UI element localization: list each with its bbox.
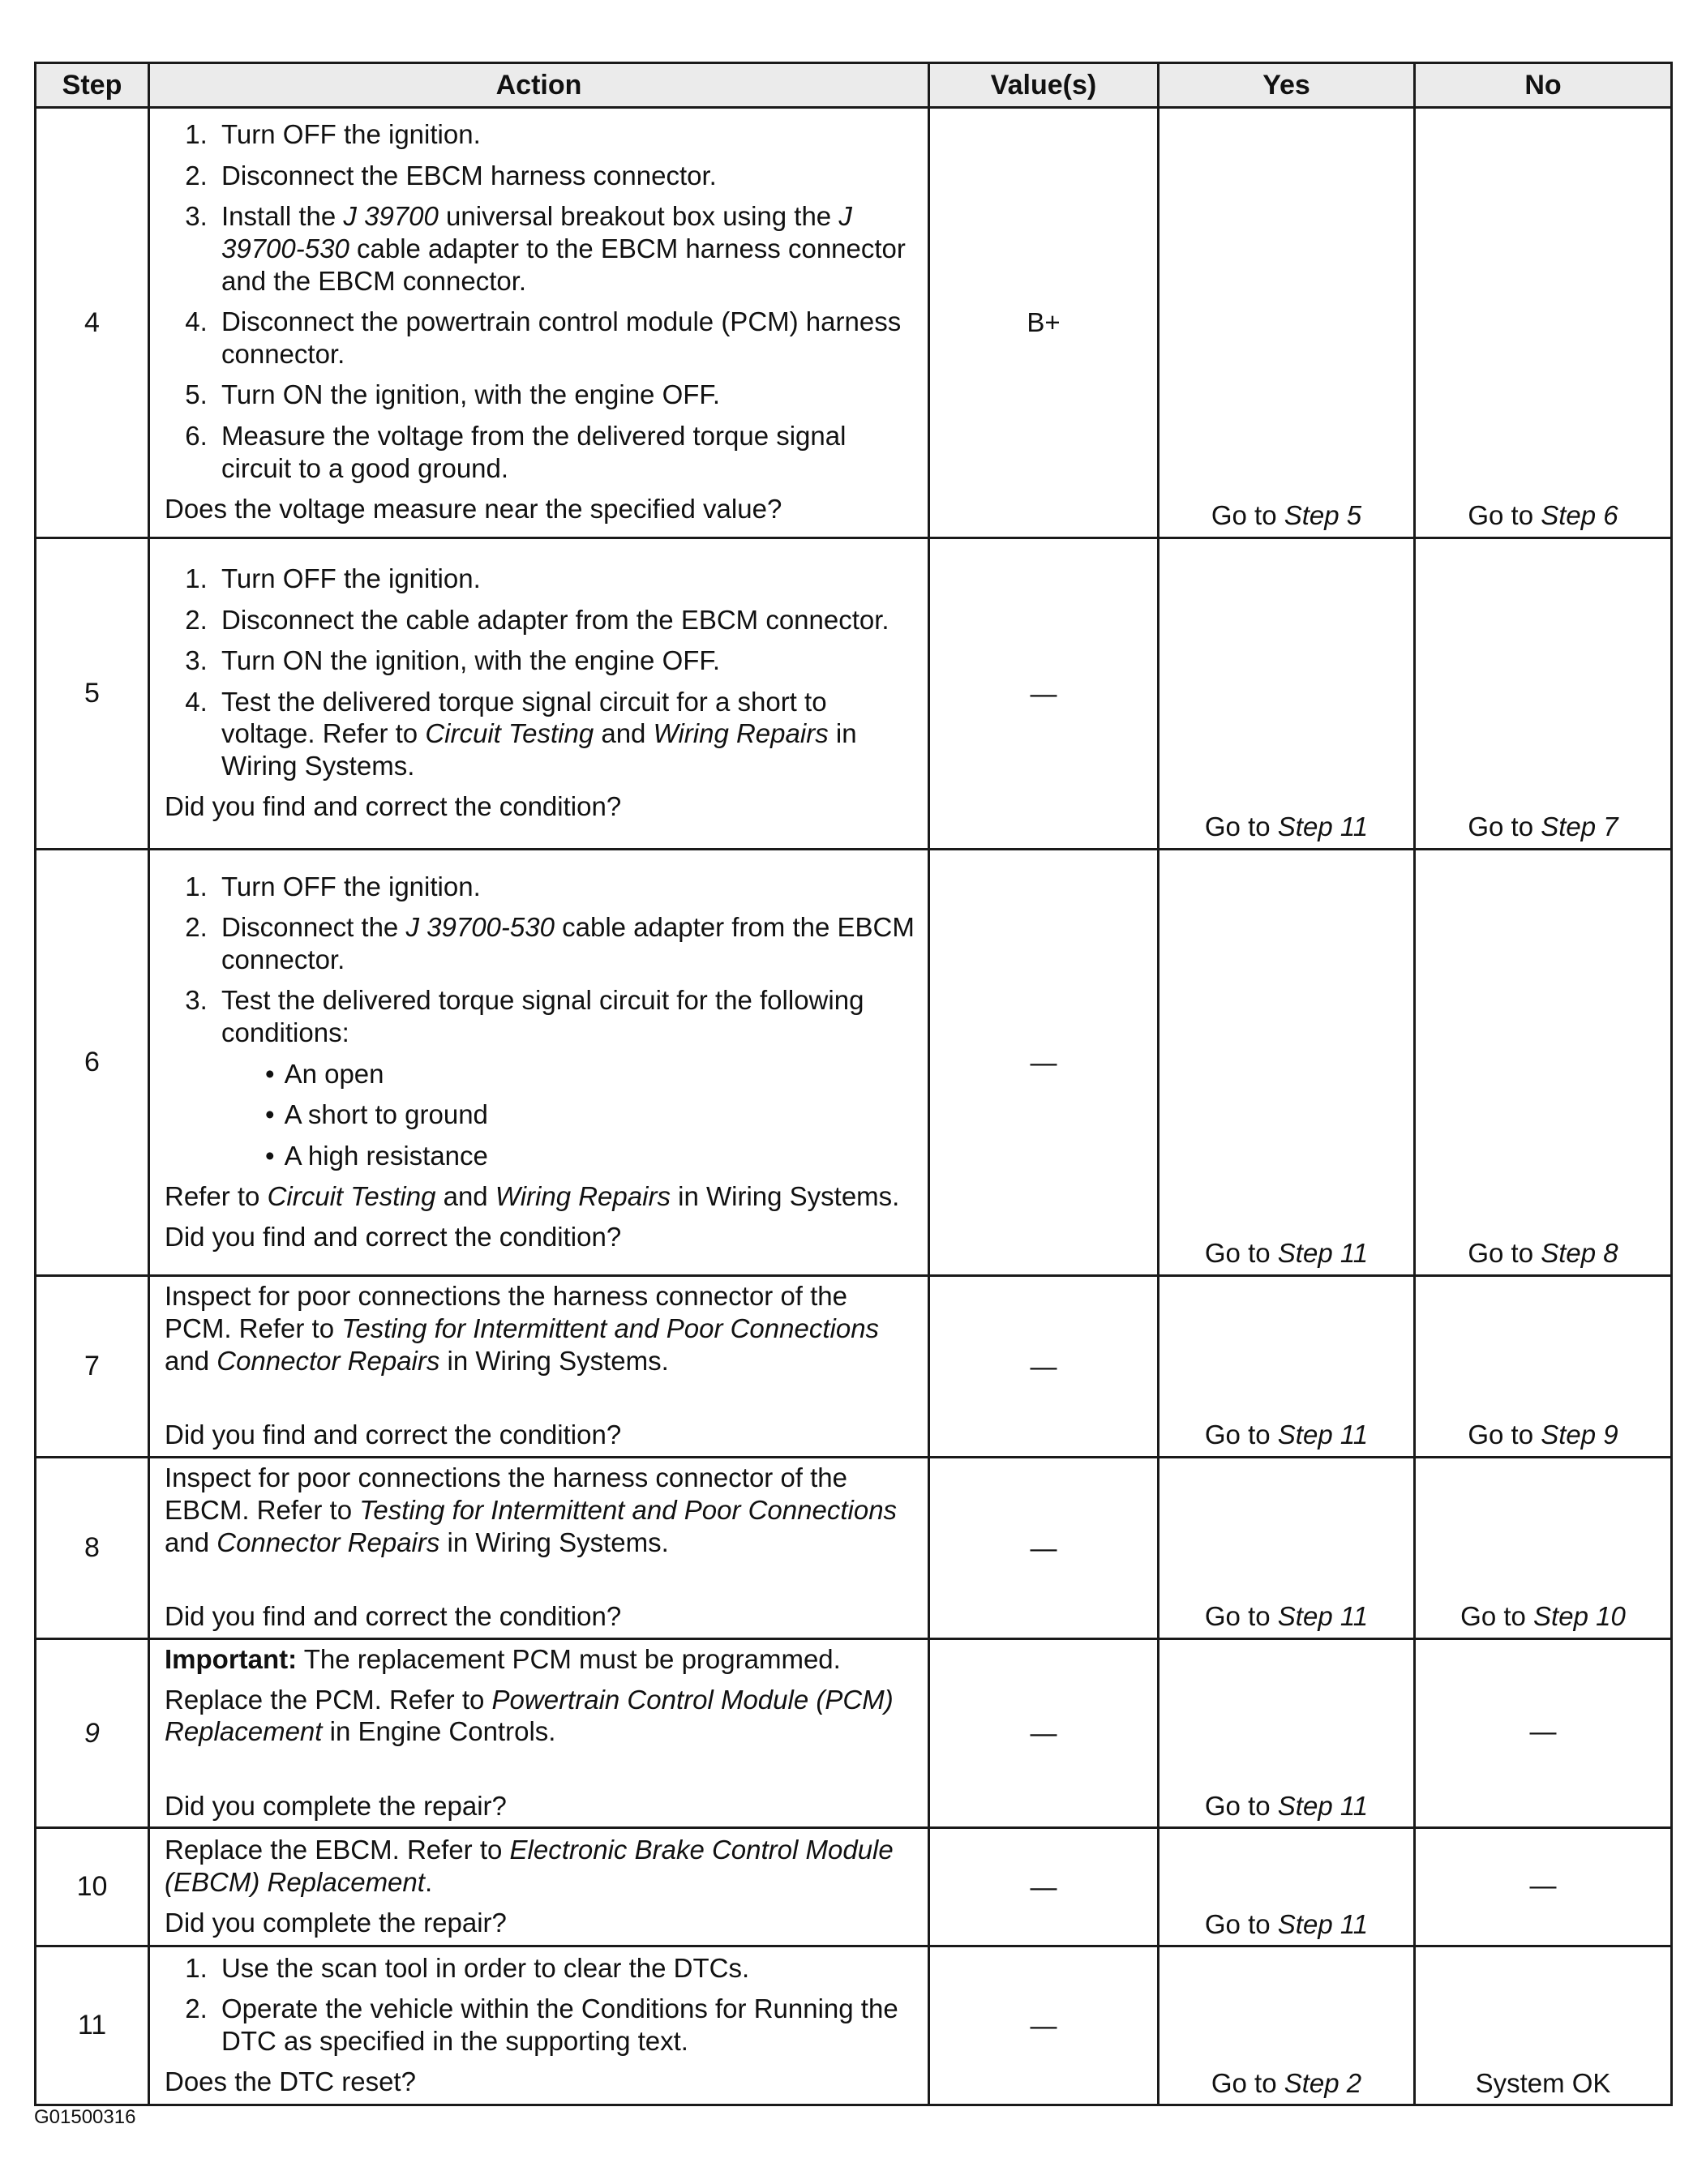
step-number: 8 xyxy=(36,1458,149,1639)
yes-cell: Go to Step 11 xyxy=(1159,538,1415,850)
action-cell xyxy=(149,1946,929,2105)
figure-id: G01500316 xyxy=(34,2106,136,2128)
action-item: 2. Disconnect the EBCM harness connector. xyxy=(215,160,916,192)
yes-cell: Go to Step 11 xyxy=(1159,1639,1415,1828)
step-number: 7 xyxy=(36,1276,149,1458)
no-cell: Go to Step 9 xyxy=(1415,1276,1672,1458)
value-cell: — xyxy=(929,1828,1159,1946)
action-item: 3. Install the J 39700 universal breakout box using the J 39700-530 cable adapter to the EBCM harness connector and the EBCM connector. xyxy=(215,200,916,297)
header-yes: Yes xyxy=(1159,63,1415,108)
action-question: Did you find and correct the condition? xyxy=(165,791,622,822)
table-row-step-8 xyxy=(36,1458,1672,1639)
action-question: Did you find and correct the condition? xyxy=(165,1601,622,1632)
action-list xyxy=(165,871,916,1172)
value-cell: — xyxy=(929,1639,1159,1828)
action-cell xyxy=(149,850,929,1276)
action-list xyxy=(165,563,916,782)
yes-cell: Go to Step 2 xyxy=(1159,1946,1415,2105)
header-action: Action xyxy=(149,63,929,108)
step-number: 9 xyxy=(36,1639,149,1828)
table-row-step-5 xyxy=(36,538,1672,850)
step-number: 10 xyxy=(36,1828,149,1946)
value-cell: B+ xyxy=(929,108,1159,538)
diagnostic-table-container xyxy=(34,62,1670,2106)
table-row-step-10 xyxy=(36,1828,1672,1946)
yes-cell: Go to Step 11 xyxy=(1159,850,1415,1276)
action-item: 2. Disconnect the cable adapter from the EBCM connector. xyxy=(215,604,916,636)
condition-item: • A high resistance xyxy=(259,1140,916,1172)
action-item: 6. Measure the voltage from the delivered torque signal circuit to a good ground. xyxy=(215,420,916,484)
action-item: 5. Turn ON the ignition, with the engine OFF. xyxy=(215,379,916,411)
action-cell xyxy=(149,1639,929,1828)
value-cell: — xyxy=(929,850,1159,1276)
condition-item: • A short to ground xyxy=(259,1098,916,1131)
no-cell: Go to Step 6 xyxy=(1415,108,1672,538)
action-item: 2. Operate the vehicle within the Conditions for Running the DTC as specified in the supporting text. xyxy=(215,1993,916,2057)
value-cell: — xyxy=(929,1458,1159,1639)
no-cell: Go to Step 7 xyxy=(1415,538,1672,850)
action-cell xyxy=(149,1828,929,1946)
header-values: Value(s) xyxy=(929,63,1159,108)
yes-cell: Go to Step 11 xyxy=(1159,1276,1415,1458)
table-row-step-7 xyxy=(36,1276,1672,1458)
action-question: Does the voltage measure near the specified value? xyxy=(165,494,782,525)
table-row-step-4 xyxy=(36,108,1672,538)
value-cell: — xyxy=(929,1276,1159,1458)
condition-item: • An open xyxy=(259,1058,916,1090)
table-row-step-6 xyxy=(36,850,1672,1276)
step-number: 4 xyxy=(36,108,149,538)
action-text: Replace the PCM. Refer to Powertrain Control Module (PCM) Replacement in Engine Controls. xyxy=(165,1684,894,1747)
action-list xyxy=(165,118,916,484)
no-cell: — xyxy=(1415,1828,1672,1946)
action-question: Does the DTC reset? xyxy=(165,2066,416,2097)
action-cell xyxy=(149,1276,929,1458)
action-list xyxy=(165,1952,916,2058)
action-question: Did you find and correct the condition? xyxy=(165,1221,622,1252)
value-cell: — xyxy=(929,1946,1159,2105)
action-refer-text: Refer to Circuit Testing and Wiring Repairs in Wiring Systems. xyxy=(165,1181,900,1212)
action-item: 1. Turn OFF the ignition. xyxy=(215,871,916,903)
action-item: 1. Turn OFF the ignition. xyxy=(215,118,916,151)
step-number: 6 xyxy=(36,850,149,1276)
action-item: 4. Test the delivered torque signal circuit for a short to voltage. Refer to Circuit Testing and Wiring Repairs in Wiring Systems. xyxy=(215,686,916,782)
action-item: 3. Test the delivered torque signal circuit for the following conditions: • An open • A short to ground • A high resistance xyxy=(215,984,916,1171)
header-no: No xyxy=(1415,63,1672,108)
important-note: Important: The replacement PCM must be programmed. xyxy=(165,1644,841,1674)
no-cell: Go to Step 8 xyxy=(1415,850,1672,1276)
action-cell xyxy=(149,538,929,850)
action-item: 3. Turn ON the ignition, with the engine OFF. xyxy=(215,644,916,677)
no-cell: Go to Step 10 xyxy=(1415,1458,1672,1639)
yes-cell: Go to Step 5 xyxy=(1159,108,1415,538)
step-number: 11 xyxy=(36,1946,149,2105)
table-row-step-11 xyxy=(36,1946,1672,2105)
action-question: Did you find and correct the condition? xyxy=(165,1420,622,1450)
yes-cell: Go to Step 11 xyxy=(1159,1458,1415,1639)
table-row-step-9 xyxy=(36,1639,1672,1828)
diagnostic-steps-table xyxy=(34,62,1673,2106)
action-item: 1. Use the scan tool in order to clear the DTCs. xyxy=(215,1952,916,1985)
action-text: Replace the EBCM. Refer to Electronic Brake Control Module (EBCM) Replacement. xyxy=(165,1835,894,1898)
step-number: 5 xyxy=(36,538,149,850)
no-cell: System OK xyxy=(1415,1946,1672,2105)
action-text: Inspect for poor connections the harness connector of the EBCM. Refer to Testing for Intermittent and Poor Connections and Connector Repairs in Wiring Systems. xyxy=(165,1462,898,1557)
important-label: Important: xyxy=(165,1644,298,1674)
action-item: 2. Disconnect the J 39700-530 cable adapter from the EBCM connector. xyxy=(215,911,916,975)
action-cell xyxy=(149,108,929,538)
table-header-row xyxy=(36,63,1672,108)
action-question: Did you complete the repair? xyxy=(165,1907,507,1938)
value-cell: — xyxy=(929,538,1159,850)
action-item: 1. Turn OFF the ignition. xyxy=(215,563,916,595)
yes-cell: Go to Step 11 xyxy=(1159,1828,1415,1946)
header-step: Step xyxy=(36,63,149,108)
action-cell xyxy=(149,1458,929,1639)
condition-list xyxy=(221,1058,916,1172)
action-text: Inspect for poor connections the harness connector of the PCM. Refer to Testing for Intermittent and Poor Connections and Connector Repairs in Wiring Systems. xyxy=(165,1281,880,1376)
no-cell: — xyxy=(1415,1639,1672,1828)
action-item: 4. Disconnect the powertrain control module (PCM) harness connector. xyxy=(215,306,916,370)
action-question: Did you complete the repair? xyxy=(165,1790,507,1821)
